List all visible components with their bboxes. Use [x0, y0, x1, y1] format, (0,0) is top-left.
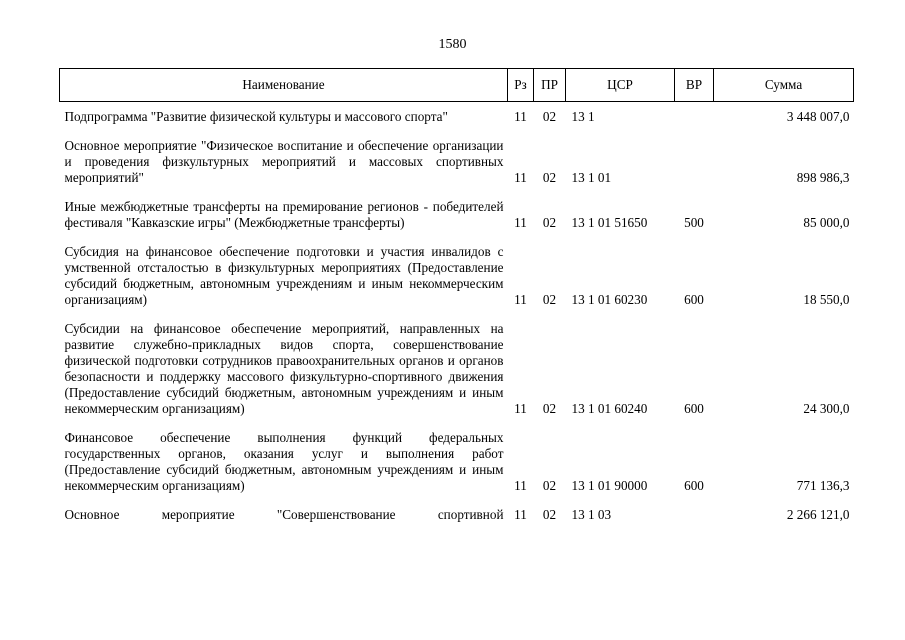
table-row [60, 231, 854, 308]
row-pr: 02 [542, 215, 557, 230]
row-csr: 13 1 01 60240 [571, 401, 648, 416]
row-name: Иные межбюджетные трансферты на премирование регионов - победителей фестиваля "Кавказские игры" (Межбюджетные трансферты) [64, 199, 504, 230]
table-row [60, 125, 854, 186]
row-pr: 02 [542, 507, 557, 522]
row-name: Основное мероприятие "Совершенствование спортивной [64, 507, 504, 522]
row-rz: 11 [514, 215, 527, 230]
header-sum: Сумма [714, 69, 854, 102]
row-sum: 85 000,0 [803, 215, 850, 230]
row-vr [675, 494, 714, 523]
row-sum: 18 550,0 [803, 292, 850, 307]
row-csr: 13 1 03 [571, 507, 612, 522]
row-csr: 13 1 01 [571, 170, 612, 185]
budget-table [59, 68, 854, 523]
row-pr: 02 [542, 292, 557, 307]
table-row [60, 102, 854, 126]
row-sum: 771 136,3 [796, 478, 850, 493]
row-pr: 02 [542, 401, 557, 416]
row-vr: 600 [684, 292, 704, 307]
header-pr: ПР [534, 69, 566, 102]
row-rz: 11 [514, 478, 527, 493]
row-name: Финансовое обеспечение выполнения функций федеральных государственных органов, оказания услуг и выполнения работ (Предоставление субсидий бюджетным, автономным учреждениям и иным некоммерческим организациям) [64, 430, 504, 493]
row-pr: 02 [542, 109, 557, 124]
table-row [60, 494, 854, 523]
row-csr: 13 1 01 51650 [571, 215, 648, 230]
row-rz: 11 [514, 170, 527, 185]
row-sum: 898 986,3 [796, 170, 850, 185]
row-vr: 600 [684, 478, 704, 493]
row-vr: 500 [684, 215, 704, 230]
table-row [60, 186, 854, 231]
row-name: Субсидии на финансовое обеспечение мероприятий, направленных на развитие служебно-прикладных видов спорта, совершенствование физической подготовки сотрудников правоохранительных органов и органов безопасности и поддержку массового физкультурно-спортивного движения (Предоставление субсидий бюджетным, автономным учреждениям и иным некоммерческим организациям) [64, 321, 504, 416]
row-vr [675, 125, 714, 186]
row-rz: 11 [514, 401, 527, 416]
row-pr: 02 [542, 478, 557, 493]
row-pr: 02 [542, 170, 557, 185]
row-name: Основное мероприятие "Физическое воспитание и обеспечение организации и проведения физкультурных мероприятий и массовых спортивных мероприятий" [64, 138, 504, 185]
table-row [60, 308, 854, 417]
header-name: Наименование [60, 69, 508, 102]
table-header-row [60, 69, 854, 102]
row-sum: 3 448 007,0 [786, 109, 850, 124]
row-rz: 11 [514, 292, 527, 307]
row-csr: 13 1 [571, 109, 595, 124]
row-csr: 13 1 01 60230 [571, 292, 648, 307]
row-csr: 13 1 01 90000 [571, 478, 648, 493]
row-name: Субсидия на финансовое обеспечение подготовки и участия инвалидов с умственной отсталостью в физкультурных мероприятиях (Предоставление субсидий бюджетным, автономным учреждениям и иным некоммерческим организациям) [64, 244, 504, 307]
row-name: Подпрограмма "Развитие физической культуры и массового спорта" [64, 109, 448, 124]
row-sum: 2 266 121,0 [786, 507, 850, 522]
table-row [60, 417, 854, 494]
row-rz: 11 [514, 507, 527, 522]
header-rz: Рз [508, 69, 534, 102]
page-number: 1580 [438, 37, 467, 52]
row-vr: 600 [684, 401, 704, 416]
header-csr: ЦСР [566, 69, 675, 102]
row-vr [675, 102, 714, 126]
row-sum: 24 300,0 [803, 401, 850, 416]
row-rz: 11 [514, 109, 527, 124]
header-vr: ВР [675, 69, 714, 102]
